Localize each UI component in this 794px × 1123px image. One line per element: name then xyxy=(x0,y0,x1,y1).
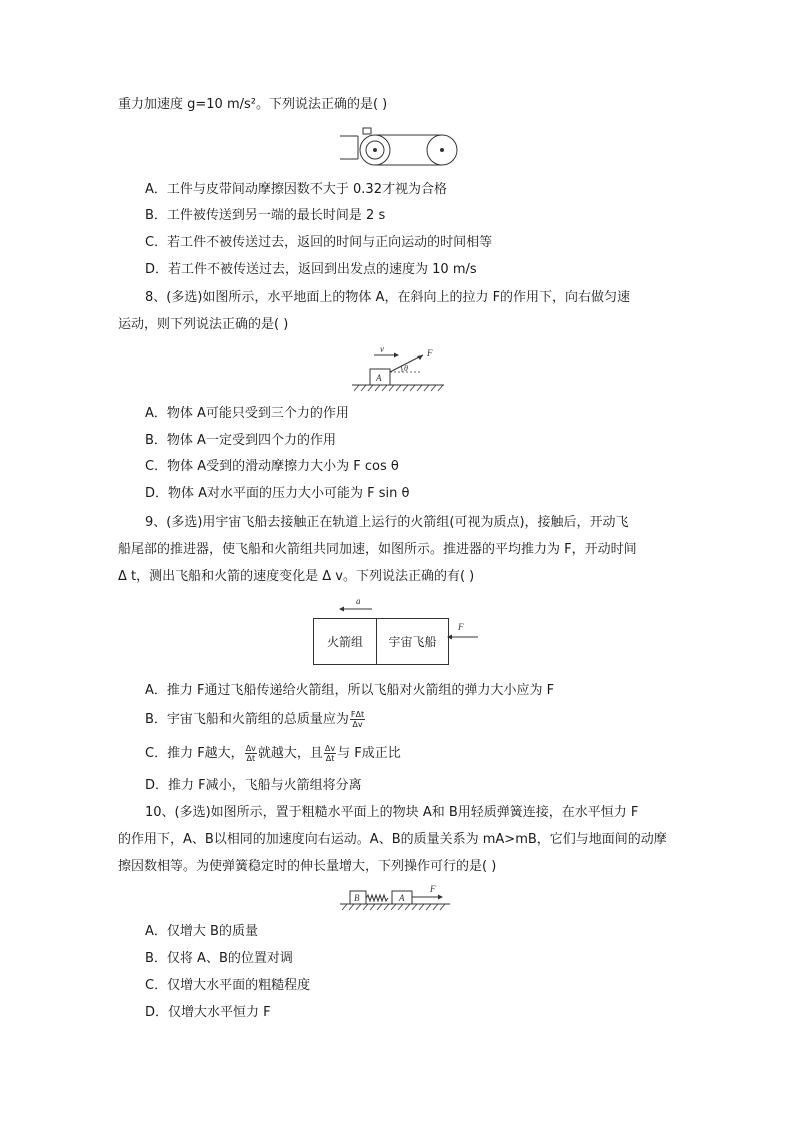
q10-stem-line2: 的作用下，A、B以相同的加速度向右运动。A、B的质量关系为 mA>mB，它们与地面间的动摩 xyxy=(118,832,667,847)
q7-option-d: D．若工件不被传送过去，返回到出发点的速度为 10 m/s xyxy=(145,262,477,277)
conveyor-belt-figure xyxy=(340,124,464,170)
thrust-arrow xyxy=(446,620,482,642)
acceleration-label: a xyxy=(356,596,361,606)
q10-option-c: C．仅增大水平面的粗糙程度 xyxy=(145,978,311,993)
q7-option-a: A．工件与皮带间动摩擦因数不大于 0.32才视为合格 xyxy=(145,182,447,197)
q9-option-a: A．推力 F通过飞船传递给火箭组，所以飞船对火箭组的弹力大小应为 F xyxy=(145,683,555,698)
q10-option-d: D．仅增大水平恒力 F xyxy=(145,1005,271,1020)
q10-option-b: B．仅将 A、B的位置对调 xyxy=(145,951,293,966)
q9-option-b-fraction xyxy=(350,710,365,729)
acceleration-arrow xyxy=(336,596,376,614)
q9-stem-line1: 9、(多选)用宇宙飞船去接触正在轨道上运行的火箭组(可视为质点)，接触后，开动飞 xyxy=(145,515,629,530)
q8-option-d: D．物体 A对水平面的压力大小可能为 F sin θ xyxy=(145,486,410,501)
q7-option-b: B．工件被传送到另一端的最长时间是 2 s xyxy=(145,208,386,223)
q9-option-d: D．推力 F减小，飞船与火箭组将分离 xyxy=(145,778,362,793)
fraction-denominator: Δt xyxy=(325,754,335,763)
spring-blocks-figure xyxy=(340,884,452,914)
q9-stem-line2: 船尾部的推进器，使飞船和火箭组共同加速，如图所示。推进器的平均推力为 F，开动时间 xyxy=(118,542,637,557)
rocket-group-box: 火箭组 xyxy=(314,619,377,664)
q9-option-b xyxy=(145,708,366,732)
rocket-ship-diagram xyxy=(313,618,449,665)
q7-option-c: C．若工件不被传送过去，返回的时间与正向运动的时间相等 xyxy=(145,235,493,250)
q8-stem-line1: 8、(多选)如图所示，水平地面上的物体 A，在斜向上的拉力 F的作用下，向右做匀速 xyxy=(145,290,631,305)
spaceship-box: 宇宙飞船 xyxy=(388,635,437,649)
block-a-label: A xyxy=(376,373,382,383)
fraction-numerator: Δv xyxy=(324,744,336,753)
q9-option-c-fraction-1 xyxy=(245,744,257,763)
theta-label: θ xyxy=(404,364,408,373)
q8-option-c: C．物体 A受到的滑动摩擦力大小为 F cos θ xyxy=(145,459,399,474)
fraction-numerator: FΔt xyxy=(350,710,365,719)
block-b-label: B xyxy=(354,893,360,903)
q9-option-c-fraction-2 xyxy=(324,744,336,763)
fraction-denominator: Δv xyxy=(352,720,363,729)
fraction-numerator: Δv xyxy=(245,744,256,753)
q8-option-b: B．物体 A一定受到四个力的作用 xyxy=(145,433,336,448)
force-label: F xyxy=(427,348,433,358)
block-a-label: A xyxy=(399,893,405,903)
thrust-label: F xyxy=(458,622,464,632)
q9-stem-line3: Δ t，测出飞船和火箭的速度变化是 Δ v。下列说法正确的有( ) xyxy=(118,569,475,584)
q9-option-c xyxy=(145,742,401,766)
force-label: F xyxy=(430,884,436,894)
fraction-denominator: Δt xyxy=(246,754,256,763)
velocity-label: v xyxy=(380,344,384,354)
q7-intro: 重力加速度 g=10 m/s²。下列说法正确的是( ) xyxy=(118,97,388,112)
q10-stem-line3: 擦因数相等。为使弹簧稳定时的伸长量增大，下列操作可行的是( ) xyxy=(118,859,497,874)
q8-stem-line2: 运动，则下列说法正确的是( ) xyxy=(118,317,289,332)
q8-option-a: A．物体 A可能只受到三个力的作用 xyxy=(145,406,349,421)
q9-option-b-text: B．宇宙飞船和火箭组的总质量应为 xyxy=(145,712,349,727)
q9-option-c-text-1: C．推力 F越大， xyxy=(145,746,244,761)
q10-option-a: A．仅增大 B的质量 xyxy=(145,924,258,939)
q9-option-c-text-3: 与 F成正比 xyxy=(337,746,401,761)
q9-option-c-text-2: 就越大，且 xyxy=(257,746,323,761)
block-pull-figure xyxy=(350,342,446,394)
q10-stem-line1: 10、(多选)如图所示，置于粗糙水平面上的物块 A和 B用轻质弹簧连接，在水平恒力 F xyxy=(145,805,639,820)
